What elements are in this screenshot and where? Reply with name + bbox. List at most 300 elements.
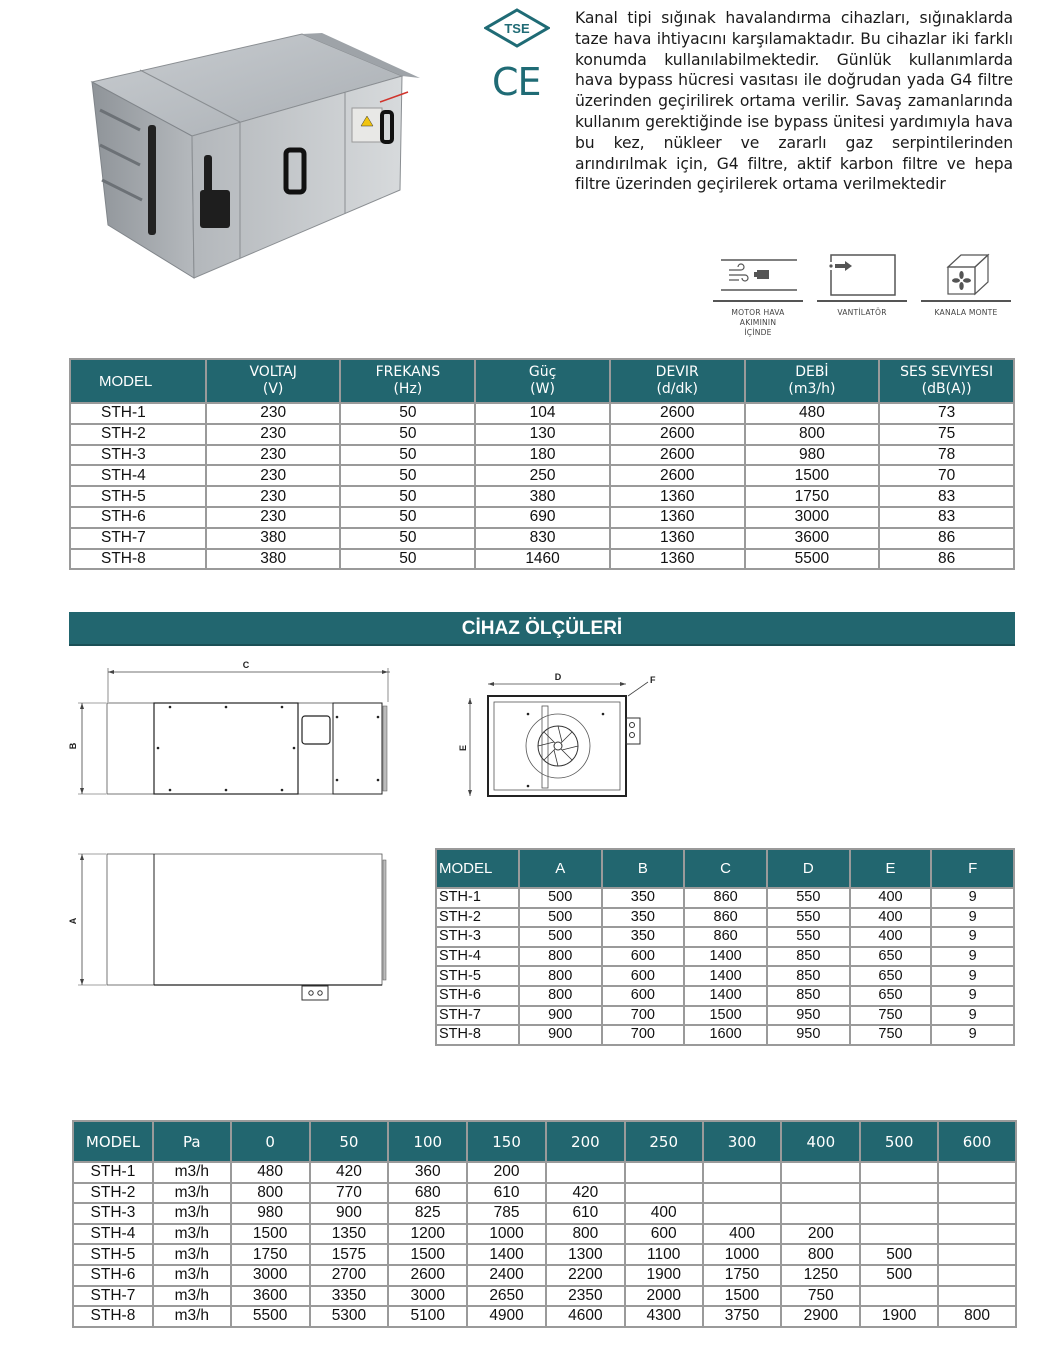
airflow-cell: 1200 [388,1224,467,1245]
airflow-header-cell: 500 [860,1121,938,1162]
spec-cell: 2600 [610,445,745,466]
dimension-cell: 800 [519,947,602,967]
airflow-row [73,1183,1016,1204]
airflow-cell: 1750 [703,1265,782,1286]
dimension-cell: 650 [850,966,932,986]
airflow-cell: 1900 [625,1265,703,1286]
dimension-cell: 850 [767,986,850,1006]
spec-cell: 1360 [610,528,745,549]
dimension-cell: 1400 [684,966,767,986]
model-cell: STH-5 [70,486,206,507]
spec-header-unit: (d/dk) [656,381,698,397]
spec-cell: 86 [879,549,1014,570]
airflow-row [73,1162,1016,1183]
dimension-header-cell: D [767,849,850,888]
airflow-cell: 900 [310,1203,389,1224]
airflow-cell [781,1183,860,1204]
dimension-cell: 9 [931,927,1014,947]
airflow-cell: 2350 [546,1286,625,1307]
dimension-cell: 650 [850,986,932,1006]
airflow-header-cell: 50 [310,1121,389,1162]
spec-cell: 50 [340,465,475,486]
dimension-cell: 9 [931,1025,1014,1045]
spec-cell: 800 [745,424,880,445]
airflow-cell [938,1162,1016,1183]
spec-cell: 230 [206,486,341,507]
spec-row [70,486,1014,507]
airflow-cell: 1575 [310,1244,389,1265]
spec-cell: 50 [340,549,475,570]
airflow-cell: 1500 [231,1224,310,1245]
feature-fan [816,250,908,318]
airflow-cell: 800 [546,1224,625,1245]
airflow-cell: 800 [938,1306,1016,1327]
dimension-cell: 850 [767,947,850,967]
spec-cell: 690 [475,507,610,528]
model-cell: STH-4 [436,947,519,967]
dimension-header-cell: E [850,849,932,888]
airflow-header-cell: 0 [231,1121,310,1162]
spec-cell: 230 [206,403,341,424]
dimension-cell: 350 [602,908,685,928]
airflow-cell: m3/h [153,1224,231,1245]
model-cell: STH-6 [436,986,519,1006]
tse-logo [484,8,550,48]
dimension-cell: 400 [850,927,932,947]
spec-cell: 3600 [745,528,880,549]
model-cell: STH-8 [70,549,206,570]
spec-row [70,424,1014,445]
airflow-cell: 2650 [467,1286,546,1307]
spec-cell: 380 [206,528,341,549]
spec-cell: 230 [206,445,341,466]
spec-cell: 2600 [610,465,745,486]
dimension-cell: 400 [850,908,932,928]
airflow-cell: 4600 [546,1306,625,1327]
airflow-cell: 1250 [781,1265,860,1286]
spec-row [70,403,1014,424]
airflow-cell: 4900 [467,1306,546,1327]
airflow-cell: 2200 [546,1265,625,1286]
feature-divider [713,300,803,302]
spec-cell: 1460 [475,549,610,570]
feature-divider [817,300,907,302]
airflow-cell [546,1162,625,1183]
dimension-cell: 350 [602,888,685,908]
spec-header-unit: (m3/h) [788,381,836,397]
spec-table [69,358,1015,570]
dimension-table [435,848,1015,1046]
airflow-header-cell: 100 [388,1121,467,1162]
airflow-header-cell: Pa [153,1121,231,1162]
spec-cell: 380 [206,549,341,570]
spec-cell: 50 [340,424,475,445]
spec-cell: 230 [206,424,341,445]
spec-cell: 50 [340,507,475,528]
dimension-cell: 9 [931,986,1014,1006]
airflow-cell: m3/h [153,1203,231,1224]
airflow-cell [938,1224,1016,1245]
model-cell: STH-5 [73,1244,153,1265]
dim-label-c: C [242,660,250,670]
airflow-cell: 600 [625,1224,703,1245]
airflow-cell: 200 [467,1162,546,1183]
spec-cell: 1360 [610,486,745,507]
feature-label: KANALA MONTE [934,308,998,317]
dimension-header-cell: C [684,849,767,888]
airflow-cell: 5300 [310,1306,389,1327]
dimension-cell: 950 [767,1025,850,1045]
spec-header-unit: (dB(A)) [921,381,972,397]
airflow-cell: 2000 [625,1286,703,1307]
airflow-table-header [73,1121,1016,1162]
duct-mount-icon [921,250,1011,298]
dimension-cell: 500 [519,908,602,928]
dimension-cell: 800 [519,966,602,986]
airflow-cell: 200 [781,1224,860,1245]
tse-logo-text: TSE [504,21,530,36]
motor-airflow-icon [713,250,803,298]
spec-cell: 86 [879,528,1014,549]
dimension-header-cell: MODEL [436,849,519,888]
dim-label-d: D [554,672,562,682]
spec-header-cell [610,359,745,403]
dimension-cell: 800 [519,986,602,1006]
spec-header-label: DEVIR [655,364,699,380]
airflow-cell: 800 [231,1183,310,1204]
spec-header-cell [70,359,206,403]
airflow-header-cell: MODEL [73,1121,153,1162]
airflow-cell: 360 [388,1162,467,1183]
airflow-cell [625,1162,703,1183]
airflow-cell: 1500 [703,1286,782,1307]
airflow-cell: 500 [860,1244,938,1265]
dimension-row [436,986,1014,1006]
airflow-row [73,1244,1016,1265]
spec-cell: 50 [340,528,475,549]
dimension-cell: 860 [684,908,767,928]
airflow-cell: 1300 [546,1244,625,1265]
dimension-cell: 9 [931,888,1014,908]
dim-label-b: B [68,742,78,750]
airflow-cell: 610 [467,1183,546,1204]
spec-cell: 250 [475,465,610,486]
dimension-cell: 1600 [684,1025,767,1045]
airflow-cell [938,1265,1016,1286]
spec-row [70,507,1014,528]
airflow-cell [703,1203,782,1224]
airflow-cell: m3/h [153,1306,231,1327]
spec-header-unit: (Hz) [393,381,423,397]
model-cell: STH-5 [436,966,519,986]
dimension-cell: 500 [519,927,602,947]
spec-cell: 50 [340,403,475,424]
airflow-cell: 825 [388,1203,467,1224]
dimension-cell: 1400 [684,947,767,967]
product-photo [90,30,470,300]
description-text: Kanal tipi sığınak havalandırma cihazları, sığınaklarda taze hava ihtiyacını karşılamaktadır. Bu cihazlar iki farklı konumda kullanılabilmektedir. Günlük kullanımlarda hava bypass hücresi vasıtası ile doğrudan yada G4 filtre üzerinden geçirilirek ortama verilir. Savaş zamanlarında kullanım gerektiğinde ise bypass ünitesi yardımıyla hava bu kez, nükleer ve zararlı gaz serpintilerinden arındırılmak için, G4 filtre, aktif karbon filtre ve hepa filtre üzerinden geçirilerek ortama verilmektedir [575,9,1013,194]
spec-cell: 5500 [745,549,880,570]
airflow-header-cell: 250 [625,1121,703,1162]
spec-cell: 83 [879,486,1014,507]
spec-row [70,528,1014,549]
dimension-cell: 750 [850,1025,932,1045]
airflow-cell: 1750 [231,1244,310,1265]
dimension-cell: 9 [931,947,1014,967]
dimension-cell: 550 [767,908,850,928]
spec-cell: 2600 [610,424,745,445]
feature-label: MOTOR HAVA AKIMININ İÇİNDE [731,308,785,337]
model-cell: STH-2 [70,424,206,445]
airflow-cell: 1350 [310,1224,389,1245]
airflow-cell: 3350 [310,1286,389,1307]
dimension-cell: 600 [602,986,685,1006]
model-cell: STH-2 [73,1183,153,1204]
product-description [575,8,1013,195]
airflow-cell: 800 [781,1244,860,1265]
airflow-cell: m3/h [153,1244,231,1265]
airflow-cell: 500 [860,1265,938,1286]
airflow-cell: 2600 [388,1265,467,1286]
model-cell: STH-3 [73,1203,153,1224]
airflow-cell: 400 [625,1203,703,1224]
airflow-cell: 2900 [781,1306,860,1327]
ce-logo: CE [492,60,541,104]
airflow-header-cell: 300 [703,1121,782,1162]
dim-label-e: E [458,744,468,752]
airflow-cell: 400 [703,1224,782,1245]
airflow-cell: 1000 [467,1224,546,1245]
airflow-cell: 2400 [467,1265,546,1286]
airflow-cell: 680 [388,1183,467,1204]
dimension-header-cell: A [519,849,602,888]
airflow-cell: 4300 [625,1306,703,1327]
airflow-cell: 480 [231,1162,310,1183]
section-title-banner: CİHAZ ÖLÇÜLERİ [69,612,1015,646]
airflow-cell [860,1203,938,1224]
airflow-cell: 3750 [703,1306,782,1327]
dimension-cell: 850 [767,966,850,986]
feature-label: VANTİLATÖR [837,308,887,317]
side-view-drawing [62,658,392,808]
model-cell: STH-2 [436,908,519,928]
airflow-cell [860,1224,938,1245]
front-view-drawing [458,668,668,803]
airflow-cell [938,1244,1016,1265]
airflow-pressure-table [72,1120,1017,1328]
spec-row [70,445,1014,466]
dimension-cell: 700 [602,1006,685,1026]
dimension-cell: 750 [850,1006,932,1026]
spec-cell: 50 [340,445,475,466]
dimension-cell: 600 [602,966,685,986]
spec-row [70,549,1014,570]
spec-header-label: FREKANS [375,364,441,380]
spec-cell: 130 [475,424,610,445]
spec-cell: 1360 [610,549,745,570]
airflow-cell: 770 [310,1183,389,1204]
dimension-cell: 1500 [684,1006,767,1026]
dimension-table-header [436,849,1014,888]
model-cell: STH-1 [436,888,519,908]
dim-label-f: F [650,675,656,685]
spec-cell: 78 [879,445,1014,466]
airflow-cell: 980 [231,1203,310,1224]
dimension-row [436,1006,1014,1026]
airflow-cell [938,1203,1016,1224]
spec-header-cell [745,359,880,403]
spec-header-cell [475,359,610,403]
dimension-row [436,966,1014,986]
model-cell: STH-1 [73,1162,153,1183]
airflow-cell: 5500 [231,1306,310,1327]
airflow-cell [703,1183,782,1204]
model-cell: STH-3 [436,927,519,947]
airflow-cell: m3/h [153,1183,231,1204]
spec-row [70,465,1014,486]
fan-box-icon [817,250,907,298]
airflow-cell: 610 [546,1203,625,1224]
dimension-cell: 400 [850,888,932,908]
airflow-row [73,1265,1016,1286]
dimension-cell: 350 [602,927,685,947]
spec-cell: 75 [879,424,1014,445]
model-cell: STH-7 [70,528,206,549]
airflow-cell: m3/h [153,1286,231,1307]
spec-cell: 230 [206,465,341,486]
airflow-cell [703,1162,782,1183]
airflow-cell [938,1183,1016,1204]
dimension-cell: 950 [767,1006,850,1026]
airflow-cell: m3/h [153,1162,231,1183]
airflow-cell [781,1203,860,1224]
airflow-cell: 1500 [388,1244,467,1265]
dimension-header-cell: B [602,849,685,888]
airflow-row [73,1224,1016,1245]
airflow-cell: 1100 [625,1244,703,1265]
model-cell: STH-4 [70,465,206,486]
feature-divider [921,300,1011,302]
spec-table-header [70,359,1014,403]
spec-cell: 70 [879,465,1014,486]
dimension-cell: 1400 [684,986,767,1006]
dimension-row [436,927,1014,947]
model-cell: STH-4 [73,1224,153,1245]
spec-header-cell [340,359,475,403]
spec-cell: 3000 [745,507,880,528]
spec-header-unit: (W) [530,381,555,397]
dimension-cell: 600 [602,947,685,967]
model-cell: STH-3 [70,445,206,466]
model-cell: STH-8 [436,1025,519,1045]
dimension-cell: 650 [850,947,932,967]
airflow-cell: 420 [546,1183,625,1204]
airflow-cell: 1000 [703,1244,782,1265]
airflow-header-cell: 200 [546,1121,625,1162]
dimension-row [436,888,1014,908]
dimension-row [436,1025,1014,1045]
spec-header-label: SES SEVIYESI [900,364,994,380]
dimension-cell: 550 [767,888,850,908]
spec-cell: 50 [340,486,475,507]
dimension-cell: 860 [684,927,767,947]
dimension-cell: 900 [519,1025,602,1045]
airflow-row [73,1286,1016,1307]
spec-cell: 1750 [745,486,880,507]
spec-header-label: VOLTAJ [249,364,297,380]
airflow-cell: 420 [310,1162,389,1183]
spec-cell: 230 [206,507,341,528]
airflow-cell [781,1162,860,1183]
spec-header-label: Güç [528,364,557,380]
spec-header-label: DEBİ [795,364,829,380]
model-cell: STH-1 [70,403,206,424]
airflow-cell [625,1183,703,1204]
spec-cell: 73 [879,403,1014,424]
airflow-cell: 1900 [860,1306,938,1327]
airflow-cell [860,1183,938,1204]
airflow-cell: 3000 [231,1265,310,1286]
spec-header-label: MODEL [99,372,153,390]
dim-label-a: A [68,917,78,925]
dimension-cell: 900 [519,1006,602,1026]
spec-cell: 380 [475,486,610,507]
airflow-cell: 3600 [231,1286,310,1307]
spec-header-cell [206,359,341,403]
spec-cell: 980 [745,445,880,466]
dimension-cell: 700 [602,1025,685,1045]
airflow-row [73,1203,1016,1224]
dimension-cell: 9 [931,966,1014,986]
feature-duct-mount [920,250,1012,318]
airflow-cell: 2700 [310,1265,389,1286]
top-view-drawing [62,845,392,1005]
airflow-cell: 1400 [467,1244,546,1265]
dimension-cell: 550 [767,927,850,947]
model-cell: STH-6 [73,1265,153,1286]
feature-motor-in-airflow [712,250,804,338]
spec-header-cell [879,359,1014,403]
dimension-cell: 9 [931,908,1014,928]
spec-cell: 180 [475,445,610,466]
airflow-cell [860,1162,938,1183]
dimension-cell: 860 [684,888,767,908]
spec-cell: 1360 [610,507,745,528]
dimension-header-cell: F [931,849,1014,888]
airflow-header-cell: 600 [938,1121,1016,1162]
dimension-cell: 500 [519,888,602,908]
model-cell: STH-7 [73,1286,153,1307]
dimension-row [436,947,1014,967]
spec-cell: 1500 [745,465,880,486]
model-cell: STH-6 [70,507,206,528]
spec-cell: 104 [475,403,610,424]
airflow-header-cell: 150 [467,1121,546,1162]
airflow-cell: 785 [467,1203,546,1224]
spec-cell: 2600 [610,403,745,424]
airflow-header-cell: 400 [781,1121,860,1162]
airflow-cell [938,1286,1016,1307]
spec-cell: 830 [475,528,610,549]
airflow-cell: 5100 [388,1306,467,1327]
airflow-cell: 3000 [388,1286,467,1307]
spec-header-unit: (V) [262,381,284,397]
airflow-row [73,1306,1016,1327]
spec-cell: 480 [745,403,880,424]
dimension-row [436,908,1014,928]
airflow-cell: m3/h [153,1265,231,1286]
airflow-cell: 750 [781,1286,860,1307]
